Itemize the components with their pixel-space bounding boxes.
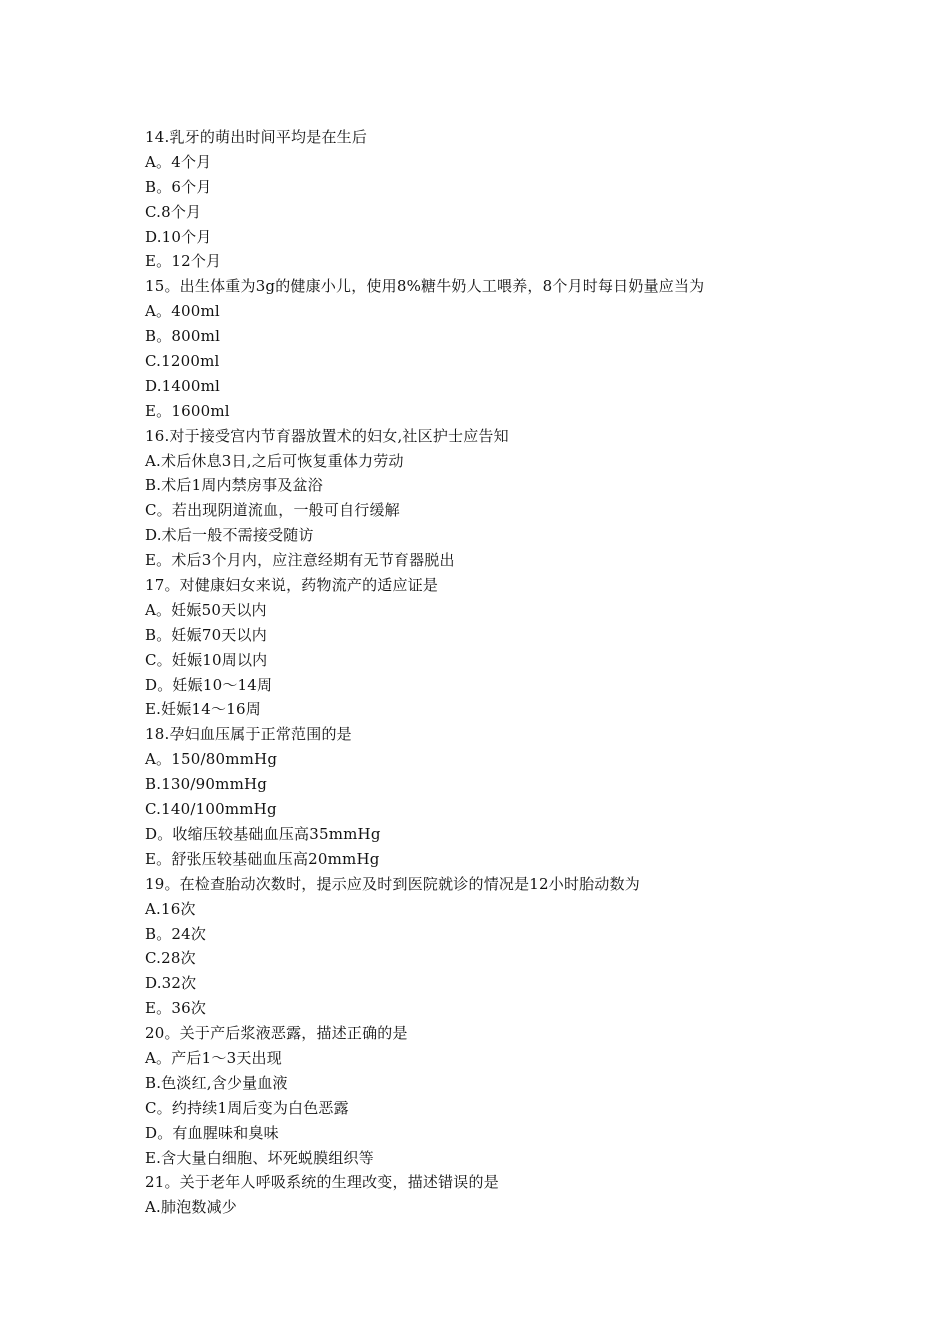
question-14-option-b: B。6个月	[145, 177, 212, 196]
question-17-option-d: D。妊娠10～14周	[145, 675, 273, 694]
question-21-stem: 21。关于老年人呼吸系统的生理改变，描述错误的是	[145, 1173, 499, 1192]
question-18-option-c: C.140/100mmHg	[145, 800, 277, 819]
question-21-option-a: A.肺泡数减少	[145, 1198, 238, 1217]
question-18-stem: 18.孕妇血压属于正常范围的是	[145, 725, 352, 744]
question-16-option-c: C。若出现阴道流血，一般可自行缓解	[145, 501, 400, 520]
question-16-option-e: E。术后3个月内，应注意经期有无节育器脱出	[145, 551, 455, 570]
question-20-option-e: E.含大量白细胞、坏死蜕膜组织等	[145, 1148, 374, 1167]
question-18-option-e: E。舒张压较基础血压高20mmHg	[145, 849, 380, 868]
question-16-option-a: A.术后休息3日,之后可恢复重体力劳动	[145, 451, 404, 470]
question-text-block	[145, 125, 845, 1220]
question-20-option-d: D。有血腥味和臭味	[145, 1123, 279, 1142]
question-15-option-b: B。800ml	[145, 327, 221, 346]
question-15-option-e: E。1600ml	[145, 401, 230, 420]
question-15-option-a: A。400ml	[145, 302, 220, 321]
question-14-option-a: A。4个月	[145, 152, 212, 171]
question-14-stem: 14.乳牙的萌出时间平均是在生后	[145, 128, 368, 146]
question-16-option-d: D.术后一般不需接受随访	[145, 526, 314, 545]
question-19-stem: 19。在检查胎动次数时，提示应及时到医院就诊的情况是12小时胎动数为	[145, 874, 640, 893]
question-20-stem: 20。关于产后浆液恶露，描述正确的是	[145, 1024, 408, 1043]
question-14-option-e: E。12个月	[145, 252, 222, 271]
question-16-stem: 16.对于接受宫内节育器放置术的妇女,社区护士应告知	[145, 426, 509, 445]
question-19-option-b: B。24次	[145, 924, 207, 943]
question-17-option-b: B。妊娠70天以内	[145, 625, 267, 644]
question-18-option-b: B.130/90mmHg	[145, 775, 268, 794]
question-19-option-d: D.32次	[145, 974, 197, 993]
question-20-option-b: B.色淡红,含少量血液	[145, 1073, 288, 1092]
question-14-option-c: C.8个月	[145, 202, 202, 221]
question-16-option-b: B.术后1周内禁房事及盆浴	[145, 476, 323, 495]
question-15-option-c: C.1200ml	[145, 352, 220, 371]
question-19-option-c: C.28次	[145, 949, 196, 968]
question-15-option-d: D.1400ml	[145, 376, 221, 395]
question-20-option-a: A。产后1～3天出现	[145, 1048, 282, 1067]
question-17-option-e: E.妊娠14～16周	[145, 700, 261, 719]
question-17-option-a: A。妊娠50天以内	[145, 600, 267, 619]
question-14-option-d: D.10个月	[145, 227, 212, 246]
question-20-option-c: C。约持续1周后变为白色恶露	[145, 1098, 349, 1117]
question-18-option-d: D。收缩压较基础血压高35mmHg	[145, 824, 381, 843]
question-17-option-c: C。妊娠10周以内	[145, 650, 268, 669]
question-19-option-a: A.16次	[145, 899, 196, 918]
question-18-option-a: A。150/80mmHg	[145, 750, 278, 769]
question-15-stem: 15。出生体重为3g的健康小儿，使用8%糖牛奶人工喂养，8个月时每日奶量应当为	[145, 277, 705, 296]
question-19-option-e: E。36次	[145, 999, 207, 1018]
question-17-stem: 17。对健康妇女来说，药物流产的适应证是	[145, 576, 439, 595]
